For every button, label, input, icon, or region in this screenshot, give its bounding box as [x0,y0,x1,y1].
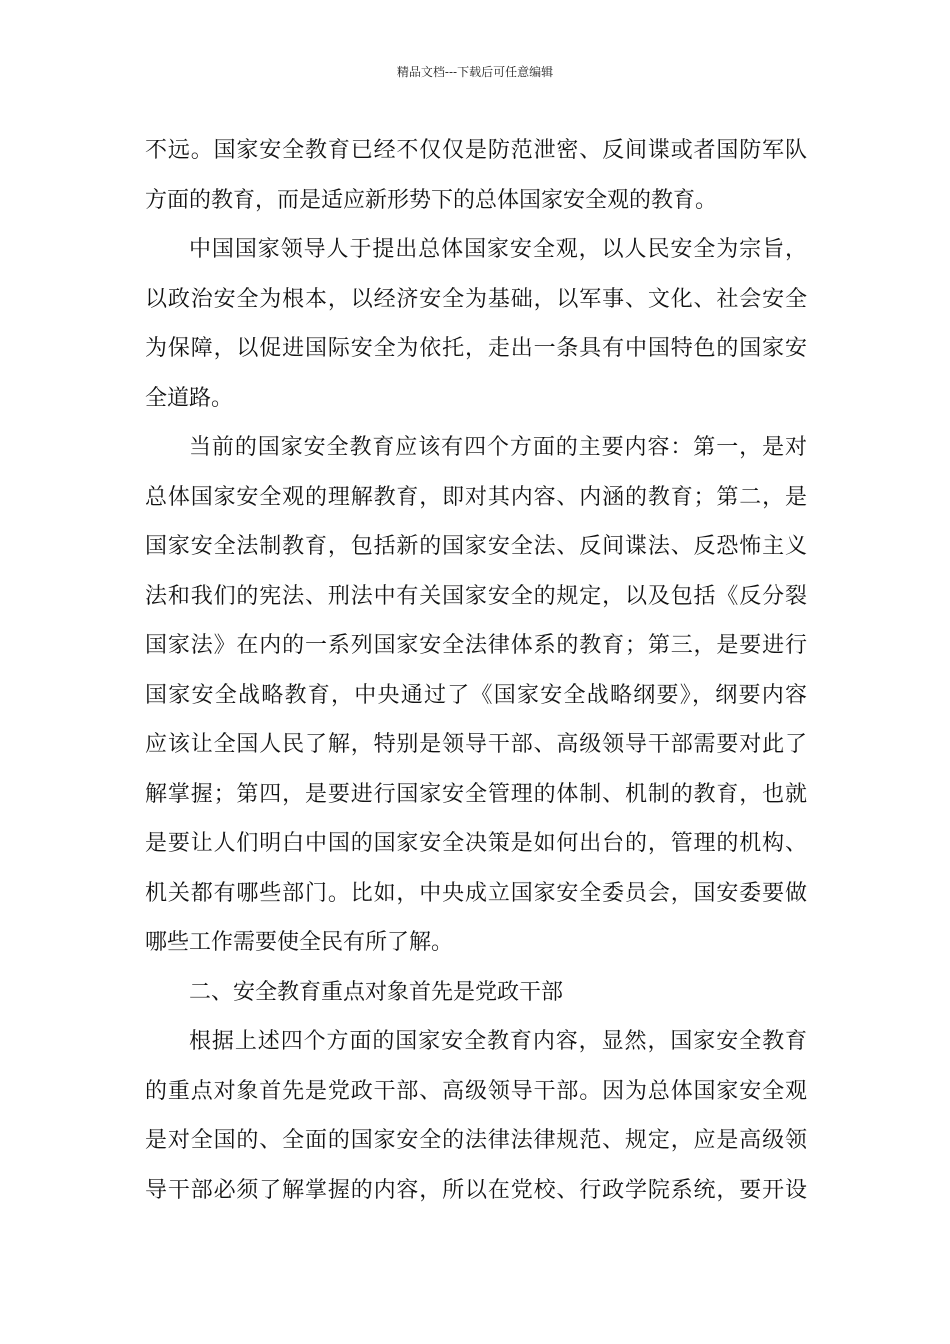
paragraph-start-line: 中国国家领导人于提出总体国家安全观，以人民安全为宗旨， [189,237,807,262]
text-line: 国家安全战略教育，中央通过了《国家安全战略纲要》，纲要内容 [145,682,807,708]
text-line: 应该让全国人民了解，特别是领导干部、高级领导干部需要对此了 [145,732,807,757]
section-heading: 二、安全教育重点对象首先是党政干部 [189,979,564,1005]
text-line: 的重点对象首先是党政干部、高级领导干部。因为总体国家安全观 [145,1078,807,1104]
text-line: 以政治安全为根本，以经济安全为基础，以军事、文化、社会安全 [145,286,807,312]
page-header: 精品文档---下载后可任意编辑 [396,65,554,79]
text-line: 法和我们的宪法、刑法中有关国家安全的规定，以及包括《反分裂 [145,583,807,609]
text-line: 为保障，以促进国际安全为依托，走出一条具有中国特色的国家安 [145,336,807,361]
text-line: 导干部必须了解掌握的内容，所以在党校、行政学院系统，要开设 [145,1177,807,1203]
paragraph-start-line: 根据上述四个方面的国家安全教育内容，显然，国家安全教育 [189,1029,807,1054]
text-line: 机关都有哪些部门。比如，中央成立国家安全委员会，国安委要做 [145,880,807,906]
text-line: 总体国家安全观的理解教育，即对其内容、内涵的教育；第二，是 [145,484,807,510]
text-line: 方面的教育，而是适应新形势下的总体国家安全观的教育。 [145,187,718,213]
text-line: 国家法》在内的一系列国家安全法律体系的教育；第三，是要进行 [145,633,807,658]
text-line: 不远。国家安全教育已经不仅仅是防范泄密、反间谍或者国防军队 [145,138,807,163]
text-line: 是要让人们明白中国的国家安全决策是如何出台的，管理的机构、 [145,831,807,856]
text-line: 国家安全法制教育，包括新的国家安全法、反间谍法、反恐怖主义 [145,534,807,559]
text-line: 解掌握；第四，是要进行国家安全管理的体制、机制的教育，也就 [145,781,807,807]
paragraph-start-line: 当前的国家安全教育应该有四个方面的主要内容：第一，是对 [189,435,807,460]
text-line: 哪些工作需要使全民有所了解。 [145,930,454,955]
text-line: 全道路。 [145,385,234,411]
text-line: 是对全国的、全面的国家安全的法律法律规范、规定，应是高级领 [145,1128,807,1153]
document-body [145,126,807,1215]
